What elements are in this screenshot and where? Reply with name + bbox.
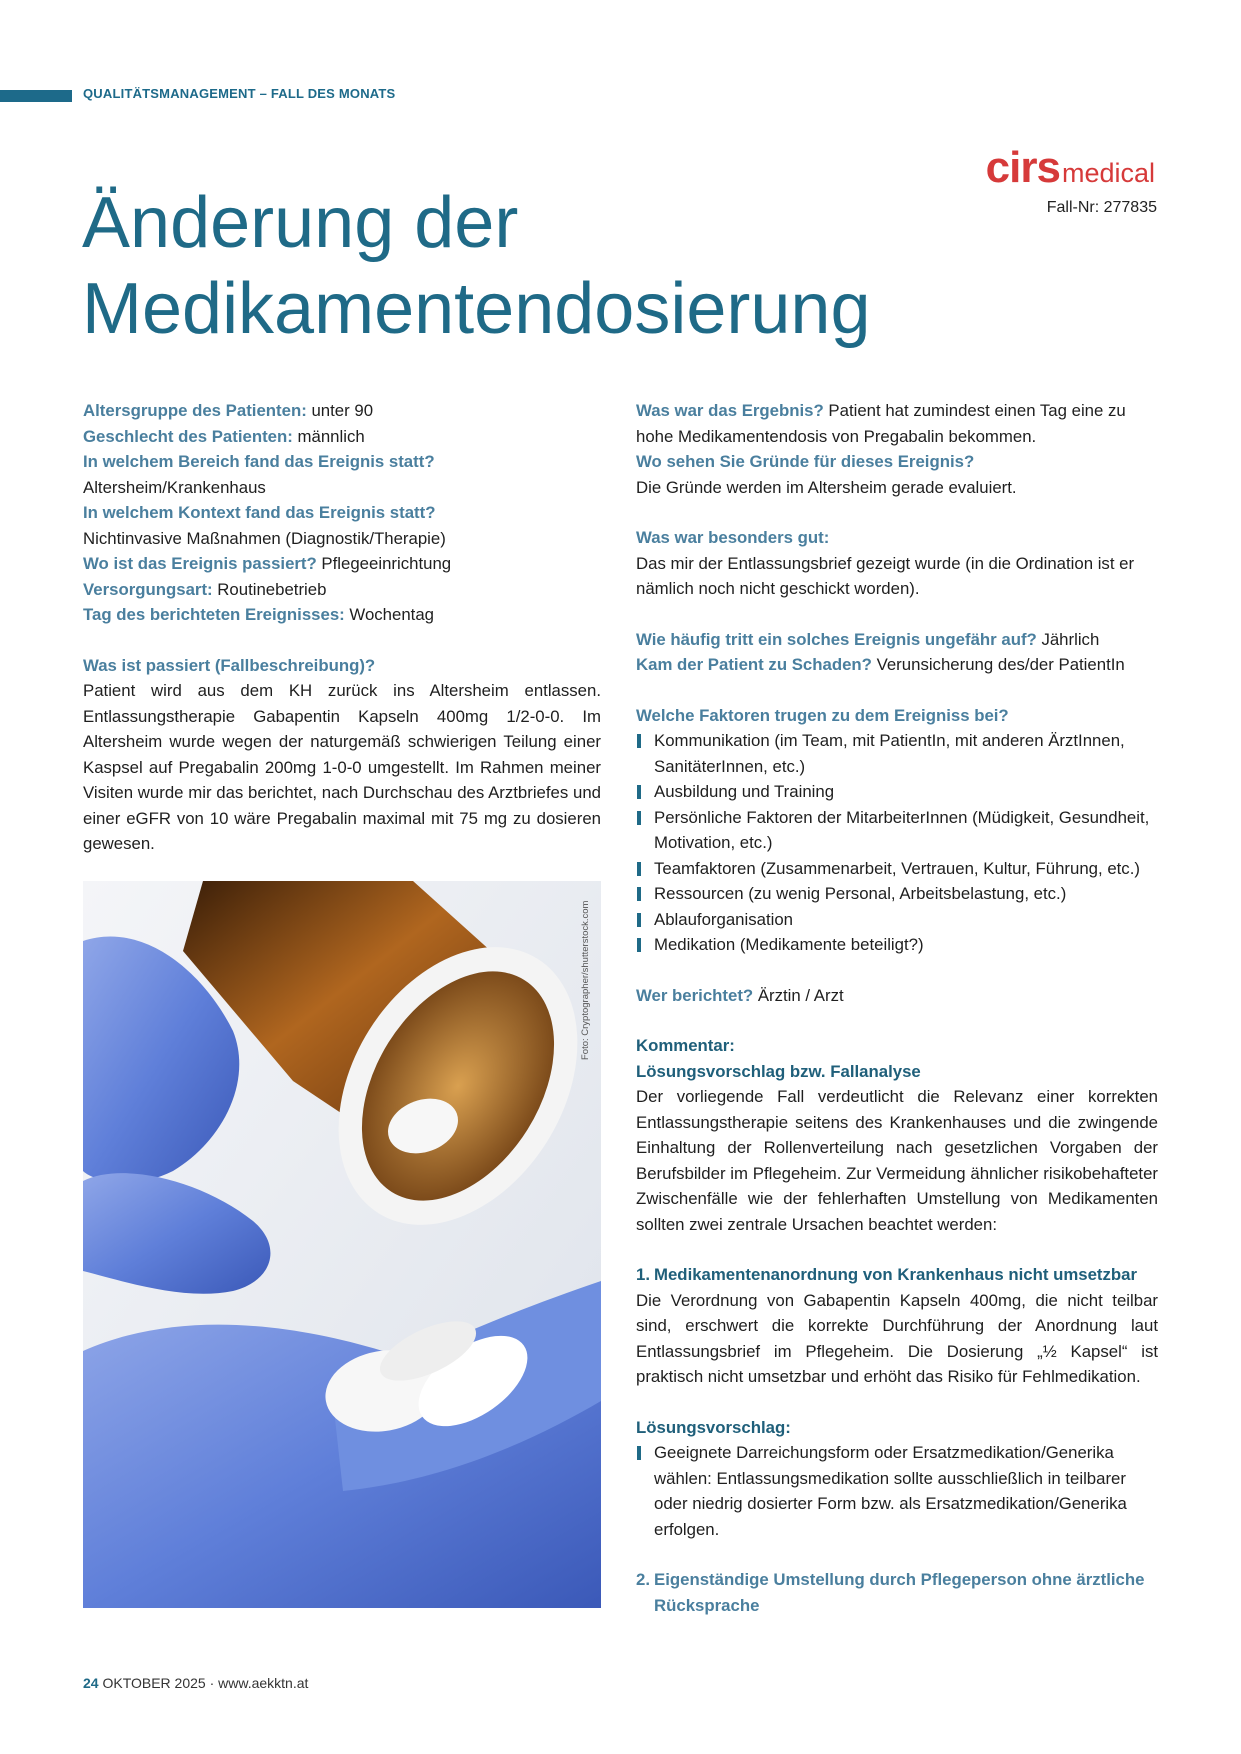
header-accent-bar [0, 90, 72, 102]
fact-area-label: In welchem Bereich fand das Ereignis statt? [83, 452, 435, 471]
harm: Kam der Patient zu Schaden? Verunsicherung des/der PatientIn [636, 655, 1125, 674]
fact-context-label: In welchem Kontext fand das Ereignis statt? [83, 503, 436, 522]
title-line-1: Änderung der [82, 183, 519, 263]
list-item: Kommunikation (im Team, mit PatientIn, mit anderen ÄrztInnen, SanitäterInnen, etc.) [636, 728, 1158, 779]
point-1-title: 1. Medikamentenanordnung von Krankenhaus nicht umsetzbar [636, 1265, 1138, 1284]
left-column [83, 398, 601, 857]
list-item: Ressourcen (zu wenig Personal, Arbeitsbelastung, etc.) [636, 881, 1158, 907]
case-description-text: Patient wird aus dem KH zurück ins Altersheim entlassen. Entlassungstherapie Gabapentin Kapseln 400mg 1/2-0-0. Im Altersheim wurde wegen der naturgemäß schwierigen Teilung einer Kaspsel auf Pregabalin 200mg 1-0-0 umgestellt. Im Rahmen meiner Visiten wurde mir das berichtet, nach Durchschau des Arztbriefes und einer eGFR von 10 wäre Pregabalin maximal mit 75 mg zu dosieren gewesen. [83, 681, 601, 853]
point-2-title: 2. Eigenständige Umstellung durch Pflegeperson ohne ärztliche Rücksprache [636, 1570, 1145, 1615]
list-item: Medikation (Medikamente beteiligt?) [636, 932, 1158, 958]
reasons-value: Die Gründe werden im Altersheim gerade evaluiert. [636, 477, 1017, 497]
fact-location: Wo ist das Ereignis passiert? Pflegeeinrichtung [83, 554, 452, 573]
comment-subtitle: Lösungsvorschlag bzw. Fallanalyse [636, 1061, 921, 1081]
page-title [82, 180, 982, 352]
section-label: QUALITÄTSMANAGEMENT – FALL DES MONATS [83, 86, 396, 101]
factors-list [636, 728, 1158, 958]
fact-area-value: Altersheim/Krankenhaus [83, 477, 266, 497]
good-value: Das mir der Entlassungsbrief gezeigt wurde (in die Ordination ist er nämlich noch nicht geschickt worden). [636, 553, 1135, 598]
page-footer [83, 1675, 308, 1691]
comment-label: Kommentar: [636, 1036, 735, 1055]
pill-bottle-photo [83, 881, 601, 1608]
fact-age: Altersgruppe des Patienten: unter 90 [83, 401, 374, 420]
list-item: Teamfaktoren (Zusammenarbeit, Vertrauen, Kultur, Führung, etc.) [636, 856, 1158, 882]
factors-label: Welche Faktoren trugen zu dem Ereigniss bei? [636, 705, 1009, 725]
reasons-label: Wo sehen Sie Gründe für dieses Ereignis? [636, 452, 975, 471]
point-1-text: Die Verordnung von Gabapentin Kapseln 400mg, die nicht teilbar sind, erschwert die korrekte Durchführung der Anordnung laut Entlassungsbrief im Pflegeheim. Die Dosierung „½ Kapsel“ ist praktisch nicht umsetzbar und erhöht das Risiko für Fehlmedikation. [636, 1290, 1158, 1386]
solution-list [636, 1440, 1158, 1542]
page-number: 24 [83, 1675, 99, 1691]
fact-gender: Geschlecht des Patienten: männlich [83, 426, 365, 446]
case-description-label: Was ist passiert (Fallbeschreibung)? [83, 655, 376, 675]
cirs-medical-logo [970, 143, 1155, 192]
fact-day: Tag des berichteten Ereignisses: Wochentag [83, 605, 434, 624]
comment-text: Der vorliegende Fall verdeutlicht die Relevanz einer korrekten Entlassungstherapie seitens des Krankenhauses und die zwingende Einhaltung der Rollenverteilung nach gesetzlichen Vorgaben der Berufsbilder im Pflegeheim. Zur Vermeidung ähnlicher risikobehafteter Zwischenfälle wie der fehlerhaften Umstellung von Medikamenten sollten zwei zentrale Ursachen beachtet werden: [636, 1087, 1158, 1234]
reporter: Wer berichtet? Ärztin / Arzt [636, 985, 844, 1005]
list-item: Ausbildung und Training [636, 779, 1158, 805]
title-line-2: Medikamentendosierung [82, 269, 871, 349]
photo-credit: Foto: Cryptographer/shutterstock.com [580, 900, 591, 1060]
logo-cirs: cirs [985, 143, 1060, 192]
logo-medical: medical [1061, 158, 1155, 188]
result: Was war das Ergebnis? Patient hat zumindest einen Tag eine zu hohe Medikamentendosis von Pregabalin bekommen. [636, 401, 1126, 446]
solution-label: Lösungsvorschlag: [636, 1417, 791, 1437]
list-item: Persönliche Faktoren der MitarbeiterInnen (Müdigkeit, Gesundheit, Motivation, etc.) [636, 805, 1158, 856]
frequency: Wie häufig tritt ein solches Ereignis ungefähr auf? Jährlich [636, 629, 1100, 649]
good-label: Was war besonders gut: [636, 528, 830, 547]
list-item: Geeignete Darreichungsform oder Ersatzmedikation/Generika wählen: Entlassungsmedikation sollte ausschließlich in teilbarer oder niedrig dosierter Form bzw. als Ersatzmedikation/Generika erfolgen. [636, 1440, 1158, 1542]
case-number: Fall-Nr: 277835 [1046, 199, 1157, 216]
fact-care-type: Versorgungsart: Routinebetrieb [83, 579, 327, 599]
list-item: Ablauforganisation [636, 907, 1158, 933]
footer-text: OKTOBER 2025 · www.aekktn.at [98, 1675, 309, 1691]
right-column [636, 398, 1158, 1618]
fact-context-value: Nichtinvasive Maßnahmen (Diagnostik/Therapie) [83, 528, 446, 548]
